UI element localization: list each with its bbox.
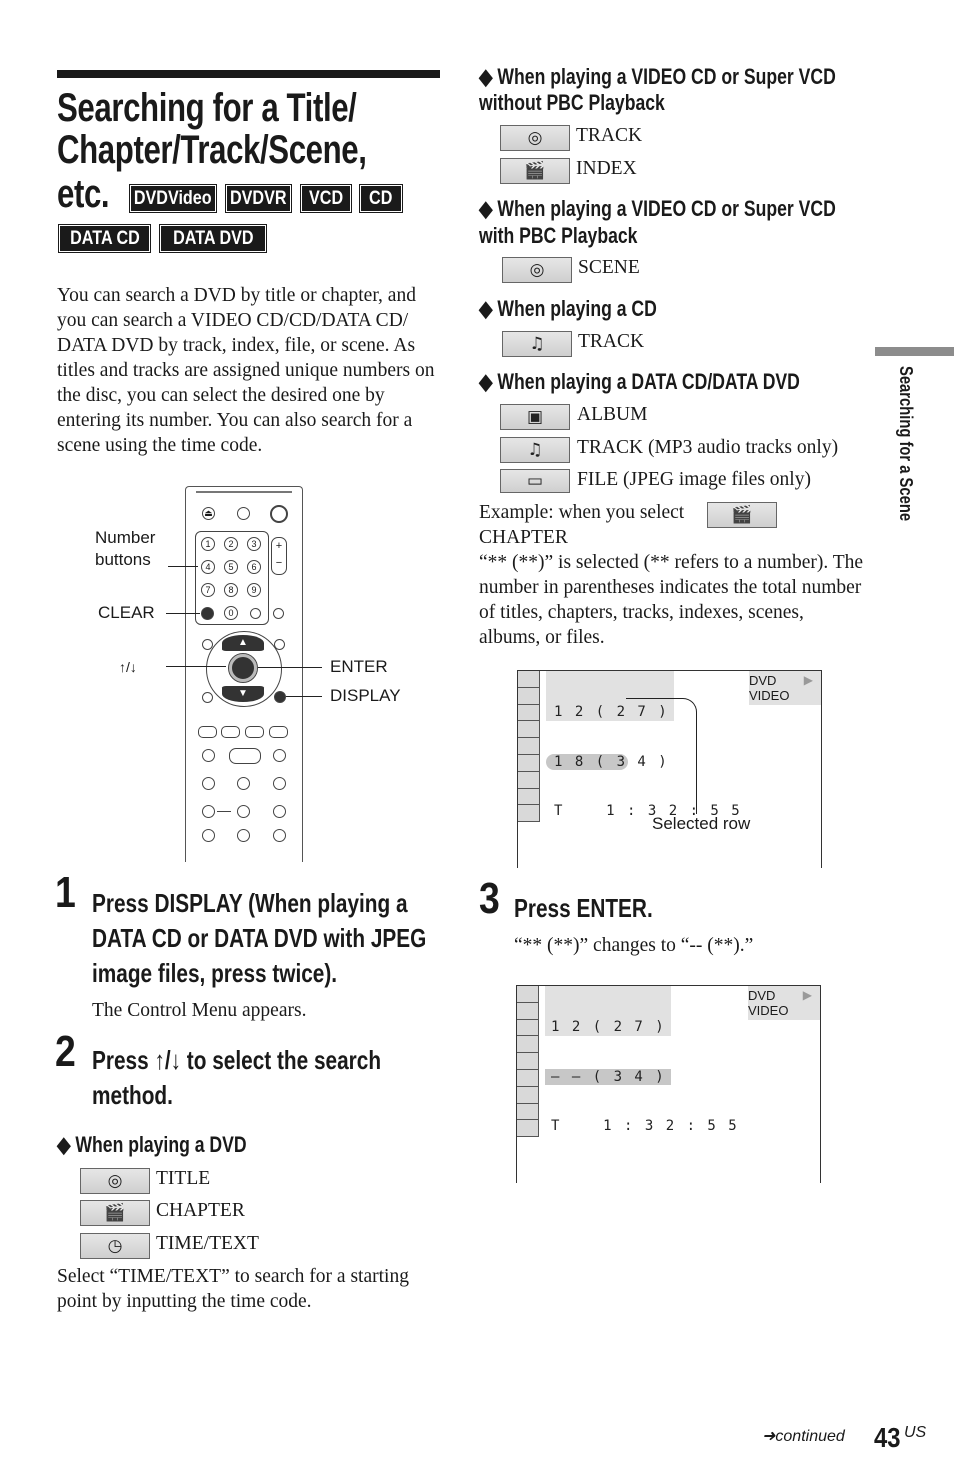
number-9-button-icon: 9 <box>247 583 261 597</box>
data-section-heading: ◆ When playing a DATA CD/DATA DVD <box>479 369 800 394</box>
replay-button-icon <box>221 726 240 738</box>
badge-data-cd: DATA CD <box>60 226 149 251</box>
cd-track-label: TRACK <box>578 331 645 352</box>
remote-button-icon <box>237 829 250 842</box>
remote-button-icon <box>273 805 286 818</box>
rewind-button-icon <box>202 749 215 762</box>
cd-section-heading: ◆ When playing a CD <box>479 296 657 321</box>
step-3-heading: Press ENTER. <box>514 893 653 923</box>
display-button-icon <box>274 691 286 703</box>
index-clapper-icon: 🎬 <box>500 158 570 184</box>
badge-dvd-video: DVDVideo <box>131 186 215 211</box>
remote-button-icon <box>237 507 250 520</box>
clear-button-icon <box>201 607 214 620</box>
badge-data-dvd: DATA DVD <box>161 226 265 251</box>
step-3-number: 3 <box>479 874 500 923</box>
example-chapter: CHAPTER <box>479 527 568 548</box>
vcd-pbc-heading-line-1: ◆ When playing a VIDEO CD or Super VCD <box>479 196 836 221</box>
step-2-heading-line-1: Press ↑/↓ to select the search <box>92 1045 382 1075</box>
dvd-section-note: Select “TIME/TEXT” to search for a starting point by inputting the time code. <box>57 1266 409 1312</box>
vcd-pbc-heading-line-2: with PBC Playback <box>479 223 638 248</box>
remote-button-icon <box>202 805 215 818</box>
number-3-button-icon: 3 <box>247 537 261 551</box>
number-5-button-icon: 5 <box>224 560 238 574</box>
step-1-body: The Control Menu appears. <box>92 1000 307 1021</box>
menu-row-time: T 1 : 3 2 : 5 5 <box>554 803 742 819</box>
menu-row-time: T 1 : 3 2 : 5 5 <box>551 1118 739 1134</box>
vcd-no-pbc-heading-line-1: ◆ When playing a VIDEO CD or Super VCD <box>479 64 836 89</box>
menu-row-title: 1 2 ( 2 7 ) <box>551 1019 666 1035</box>
fast-forward-button-icon <box>273 749 286 762</box>
section-tab-label: Searching for a Scene <box>896 366 916 522</box>
stop-button-icon <box>237 777 250 790</box>
menu-row-selected-input: – – ( 3 4 ) <box>545 1069 671 1086</box>
clear-callout: CLEAR <box>98 603 155 622</box>
disc-type-tag: ▶ DVD VIDEO <box>748 986 820 1020</box>
data-file-label: FILE (JPEG image files only) <box>577 469 811 490</box>
control-menu-screen-1 <box>517 670 822 868</box>
chapter-clapper-icon: 🎬 <box>80 1200 150 1226</box>
control-menu-screen-2 <box>516 985 821 1183</box>
continued-arrow-icon: ➜ <box>762 1428 776 1445</box>
number-6-button-icon: 6 <box>247 560 261 574</box>
up-arrow-icon: ▲ <box>222 635 264 651</box>
remote-button-icon <box>250 608 261 619</box>
display-callout: DISPLAY <box>330 686 401 705</box>
menu-row-title: 1 2 ( 2 7 ) <box>554 704 669 720</box>
remote-button-icon <box>202 829 215 842</box>
data-track-label: TRACK (MP3 audio tracks only) <box>577 437 839 458</box>
advance-button-icon <box>245 726 264 738</box>
dvd-chapter-label: CHAPTER <box>156 1200 245 1221</box>
page-title-line-2: Chapter/Track/Scene, <box>57 128 367 172</box>
eject-button-icon: ⏏ <box>202 507 215 520</box>
chapter-clapper-icon: 🎬 <box>707 502 777 528</box>
number-7-button-icon: 7 <box>201 583 215 597</box>
data-album-label: ALBUM <box>577 404 648 425</box>
dvd-title-label: TITLE <box>156 1168 211 1189</box>
play-button-icon <box>229 748 261 764</box>
remote-button-icon <box>273 829 286 842</box>
enter-button-icon <box>229 654 257 682</box>
section-tab-bar <box>875 347 954 356</box>
selected-row-callout: Selected row <box>652 814 751 833</box>
music-note-icon: ♫ <box>502 331 572 357</box>
remote-button-icon <box>273 608 284 619</box>
example-lead: Example: when you select <box>479 502 685 523</box>
vcd-no-pbc-index-label: INDEX <box>576 158 637 179</box>
next-button-icon <box>269 726 288 738</box>
dvd-section-heading: ◆ When playing a DVD <box>57 1132 247 1157</box>
prev-button-icon <box>198 726 217 738</box>
menu-icon-column <box>518 671 540 822</box>
number-2-button-icon: 2 <box>224 537 238 551</box>
badge-vcd: VCD <box>302 186 350 211</box>
page-number: 43 <box>874 1422 901 1453</box>
vcd-no-pbc-heading-line-2: without PBC Playback <box>479 90 665 115</box>
menu-icon-column <box>517 986 539 1137</box>
play-status-icon: ▶ <box>802 988 812 1002</box>
step-1-heading-line-2: DATA CD or DATA DVD with JPEG <box>92 923 427 953</box>
remote-button-icon <box>202 692 213 703</box>
time-text-clock-icon: ◷ <box>80 1233 150 1259</box>
step-1-number: 1 <box>55 868 76 917</box>
number-4-button-icon: 4 <box>201 560 215 574</box>
down-arrow-icon: ▼ <box>222 686 264 702</box>
intro-paragraph: You can search a DVD by title or chapter, and you can search a VIDEO CD/CD/DATA CD/ DATA DVD by track, index, file, or scene. As titles and tracks are assigned unique numbers on the disc, you can select the desired one by entering its number. You can also search for a scene using the time code. <box>57 285 435 456</box>
image-file-icon: ▭ <box>500 469 570 493</box>
remote-button-icon <box>273 777 286 790</box>
number-0-button-icon: 0 <box>224 606 238 620</box>
continued-note: ➜continued <box>762 1428 845 1445</box>
title-disc-icon: ◎ <box>80 1168 150 1194</box>
scene-disc-icon: ◎ <box>502 257 572 283</box>
title-rule <box>57 70 440 78</box>
step-2-heading-line-2: method. <box>92 1080 173 1110</box>
disc-type-tag: ▶ DVD VIDEO <box>749 671 821 705</box>
dvd-time-text-label: TIME/TEXT <box>156 1233 259 1254</box>
number-1-button-icon: 1 <box>201 537 215 551</box>
badge-dvd-vr: DVDVR <box>227 186 290 211</box>
power-button-icon <box>270 505 288 523</box>
page-title-line-1: Searching for a Title/ <box>57 86 357 130</box>
step-1-heading-line-3: image files, press twice). <box>92 958 338 988</box>
volume-rocker-icon: + − <box>271 537 287 575</box>
play-status-icon: ▶ <box>803 673 813 687</box>
number-buttons-callout: Number buttons <box>95 528 156 569</box>
number-8-button-icon: 8 <box>224 583 238 597</box>
example-description: “** (**)” is selected (** refers to a number). The number in parentheses indicates the total number of titles, chapters, tracks, indexes, scenes, albums, or files. <box>479 552 864 648</box>
step-3-body: “** (**)” changes to “-- (**).” <box>514 935 754 956</box>
step-1-heading-line-1: Press DISPLAY (When playing a <box>92 888 408 918</box>
remote-button-icon <box>237 805 250 818</box>
music-note-icon: ♫ <box>500 437 570 463</box>
vcd-no-pbc-track-label: TRACK <box>576 125 643 146</box>
badge-cd: CD <box>361 186 401 211</box>
album-icon: ▣ <box>500 404 570 430</box>
menu-info-panel <box>545 986 739 1134</box>
page-title-line-3: etc. <box>57 172 110 216</box>
arrows-callout: ↑/↓ <box>119 659 137 675</box>
remote-button-icon <box>274 639 285 650</box>
pause-button-icon <box>202 777 215 790</box>
remote-button-icon <box>202 639 213 650</box>
track-disc-icon: ◎ <box>500 125 570 151</box>
menu-row-selected: 1 8 ( 3 4 ) <box>546 754 628 771</box>
vcd-pbc-scene-label: SCENE <box>578 257 640 278</box>
step-2-number: 2 <box>55 1027 76 1076</box>
enter-callout: ENTER <box>330 657 388 676</box>
remote-control-illustration <box>185 486 303 862</box>
page-region-suffix: US <box>904 1424 927 1441</box>
